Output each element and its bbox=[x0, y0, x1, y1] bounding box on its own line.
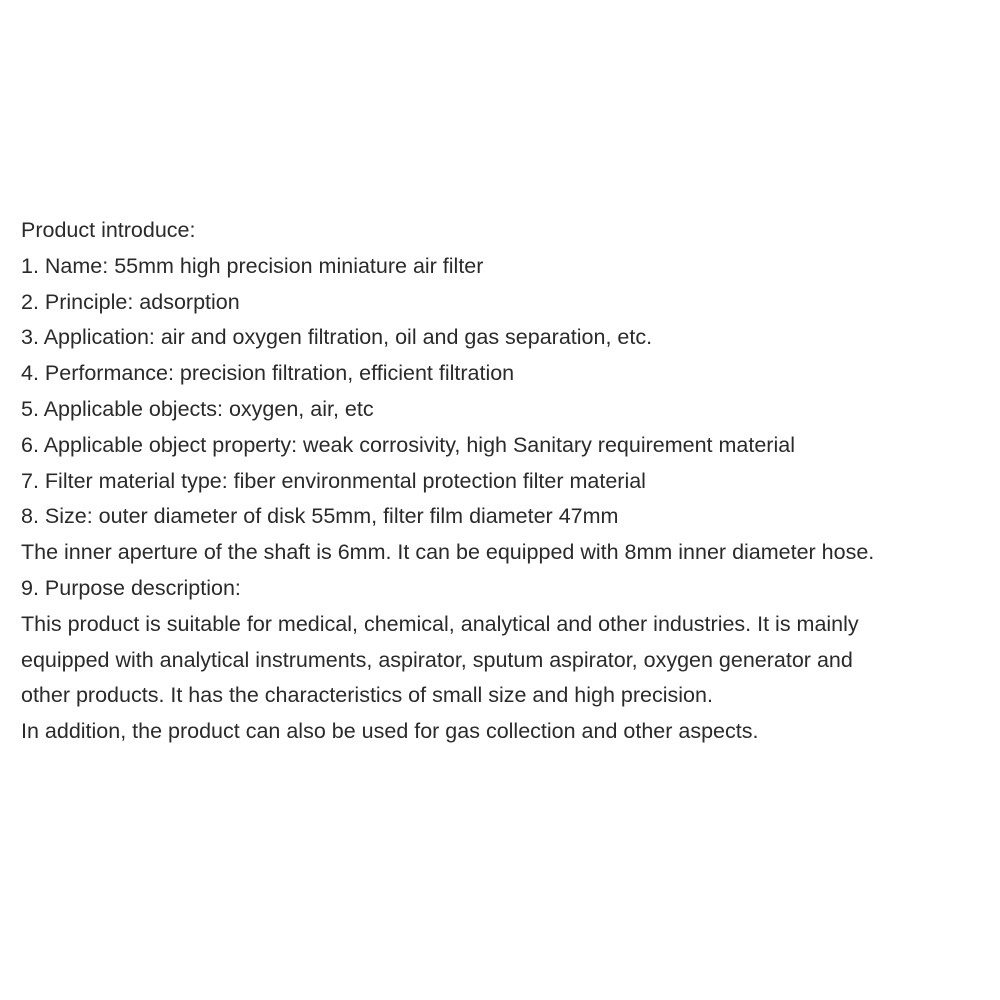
item-purpose: 9. Purpose description: bbox=[21, 575, 241, 600]
item-application: 3. Application: air and oxygen filtration, oil and gas separation, etc. bbox=[21, 325, 653, 350]
item-size-detail: The inner aperture of the shaft is 6mm. It can be equipped with 8mm inner diameter hose. bbox=[21, 540, 875, 565]
product-introduction bbox=[21, 213, 986, 750]
item-applicable-objects: 5. Applicable objects: oxygen, air, etc bbox=[21, 396, 374, 421]
description-line: This product is suitable for medical, chemical, analytical and other industries. It is mainly bbox=[21, 611, 859, 636]
item-object-property: 6. Applicable object property: weak corrosivity, high Sanitary requirement material bbox=[21, 432, 795, 457]
item-principle: 2. Principle: adsorption bbox=[21, 289, 240, 314]
item-size: 8. Size: outer diameter of disk 55mm, filter film diameter 47mm bbox=[21, 504, 619, 529]
description-line: In addition, the product can also be used for gas collection and other aspects. bbox=[21, 719, 759, 744]
description-line: equipped with analytical instruments, aspirator, sputum aspirator, oxygen generator and bbox=[21, 647, 853, 672]
item-filter-material: 7. Filter material type: fiber environmental protection filter material bbox=[21, 468, 646, 493]
description-line: other products. It has the characteristics of small size and high precision. bbox=[21, 683, 713, 708]
heading: Product introduce: bbox=[21, 218, 196, 242]
item-performance: 4. Performance: precision filtration, efficient filtration bbox=[21, 361, 515, 386]
item-name: 1. Name: 55mm high precision miniature air filter bbox=[21, 253, 484, 278]
